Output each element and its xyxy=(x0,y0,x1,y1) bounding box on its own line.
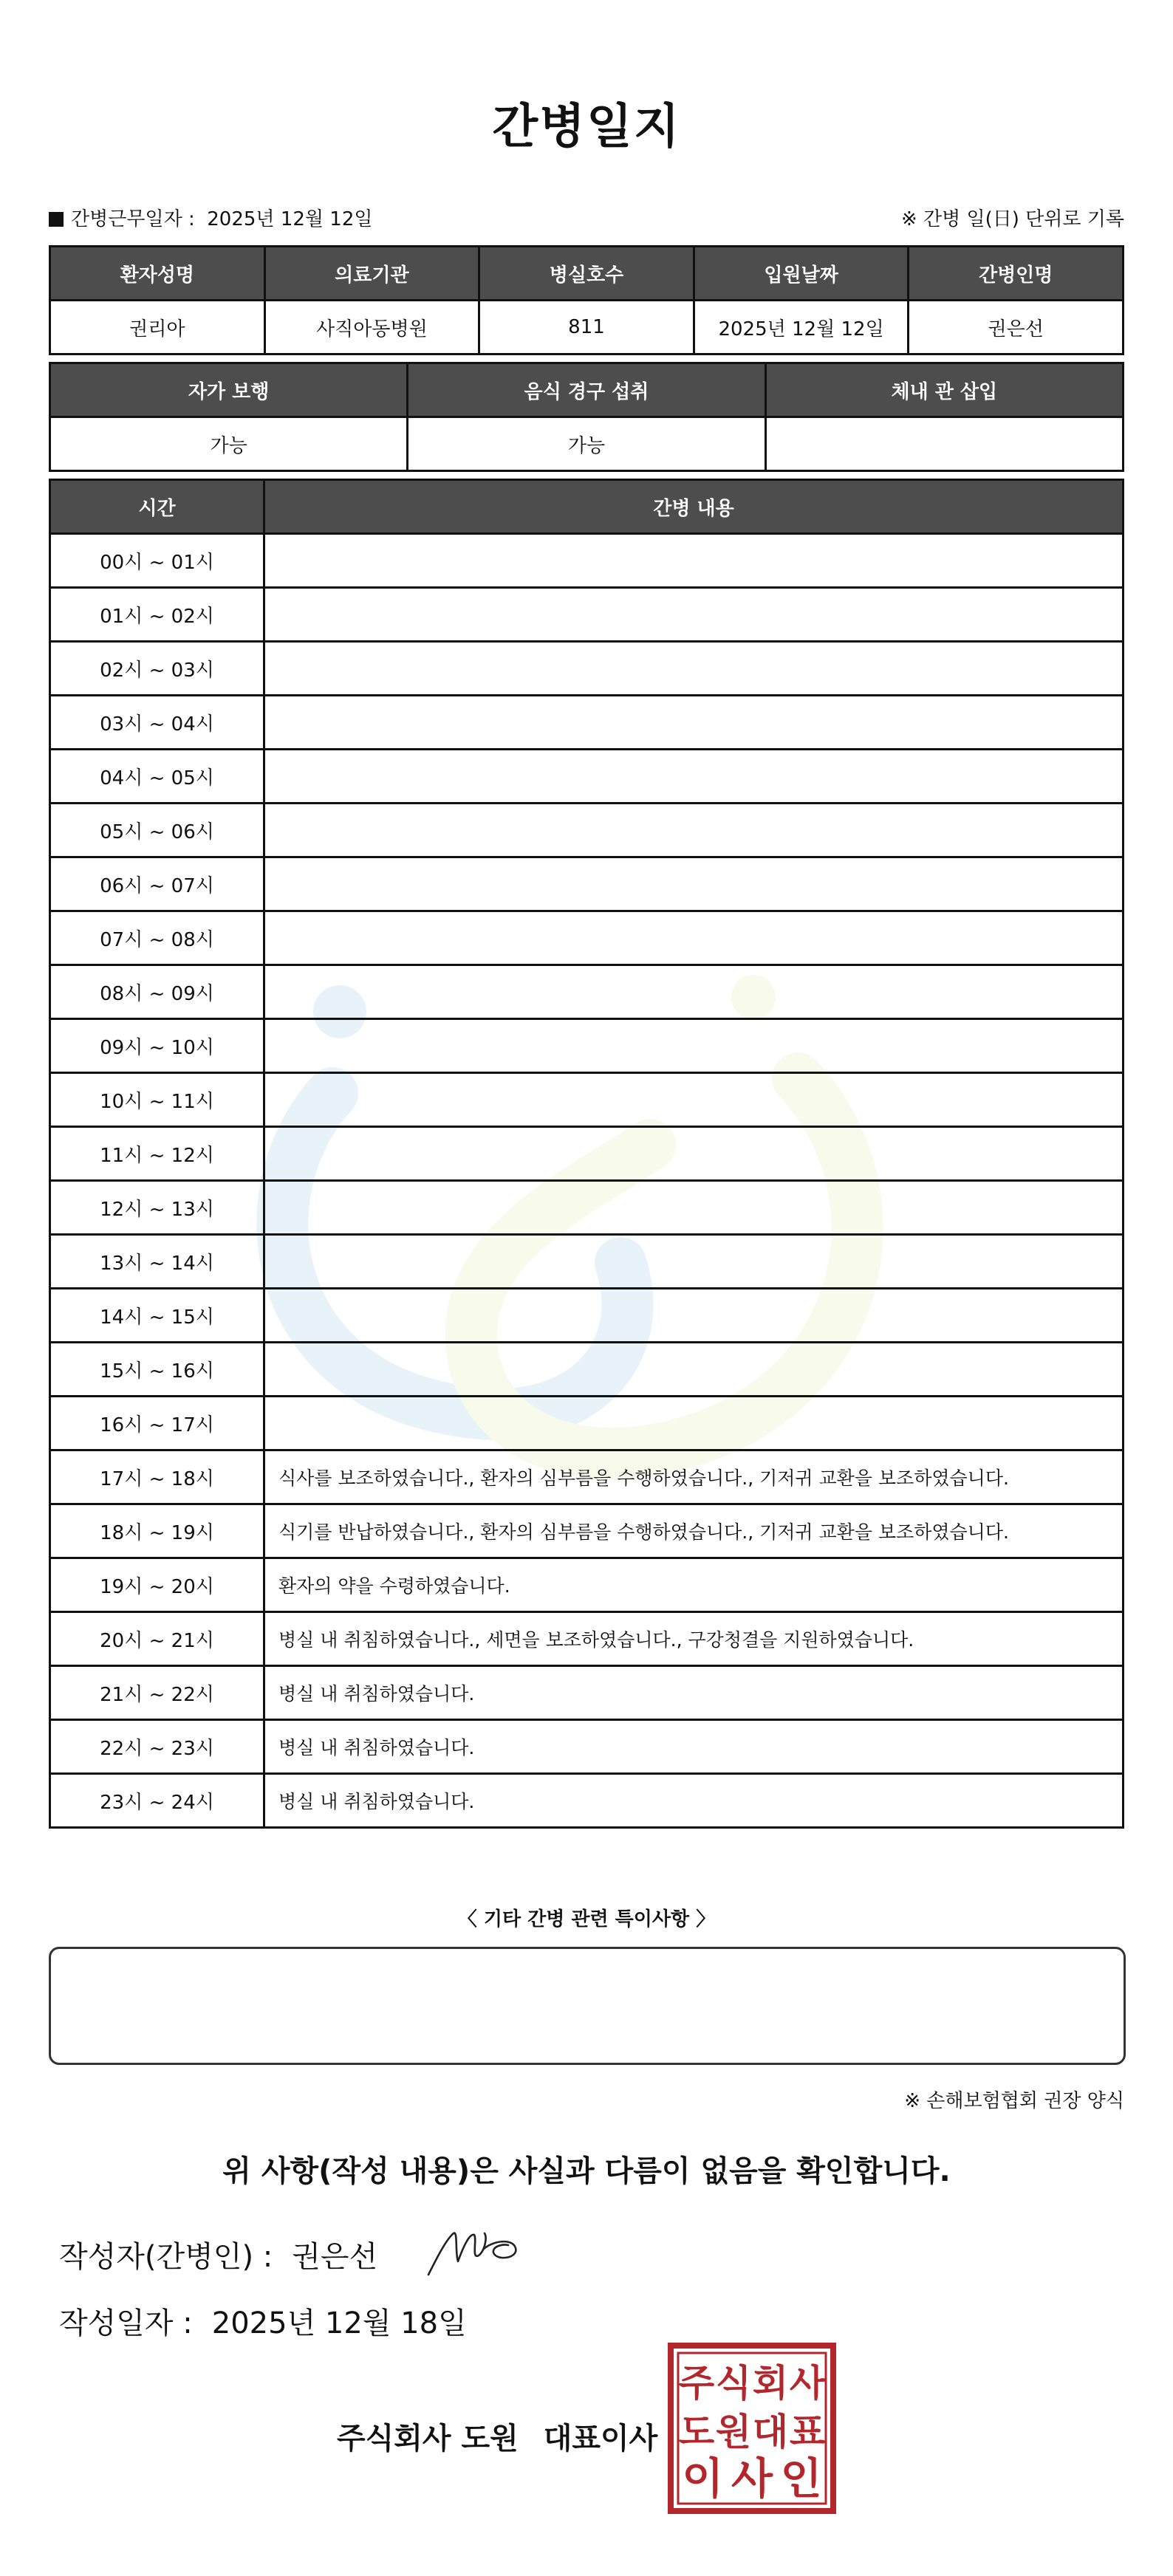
seal-character: 회 xyxy=(752,2362,789,2405)
room-number: 811 xyxy=(479,301,694,354)
care-log-content: 식사를 보조하였습니다., 환자의 심부름을 수행하였습니다., 기저귀 교환을 보조하였습니다. xyxy=(264,1450,1124,1504)
care-log-time: 14시 ~ 15시 xyxy=(50,1289,264,1343)
seal-character: 표 xyxy=(789,2411,826,2453)
special-notes-title: 〈 기타 간병 관련 특이사항 〉 xyxy=(457,1908,716,1931)
care-log-time: 21시 ~ 22시 xyxy=(50,1666,264,1720)
care-log-content xyxy=(264,1181,1124,1235)
seal-character: 도 xyxy=(678,2411,715,2453)
work-date-label: 간병근무일자 : xyxy=(71,208,195,230)
care-log-row xyxy=(50,642,1124,696)
header-room: 병실호수 xyxy=(479,247,694,301)
record-unit-note: ※ 간병 일(日) 단위로 기록 xyxy=(900,208,1124,230)
page-title: 간병일지 xyxy=(492,100,681,154)
care-log-row xyxy=(50,1720,1124,1774)
header-hospital: 의료기관 xyxy=(264,247,479,301)
care-log-content xyxy=(264,1289,1124,1343)
written-date-value: 2025년 12월 18일 xyxy=(211,2306,467,2340)
written-date-line xyxy=(59,2300,467,2342)
care-log-row xyxy=(50,588,1124,642)
care-log-row xyxy=(50,965,1124,1019)
care-log-content xyxy=(264,911,1124,965)
care-log-content xyxy=(264,804,1124,857)
care-log-content xyxy=(264,1343,1124,1397)
care-log-time: 18시 ~ 19시 xyxy=(50,1504,264,1558)
care-log-content: 병실 내 취침하였습니다. xyxy=(264,1774,1124,1828)
care-log-time: 10시 ~ 11시 xyxy=(50,1073,264,1127)
care-log-content: 식기를 반납하였습니다., 환자의 심부름을 수행하였습니다., 기저귀 교환을 보조하였습니다. xyxy=(264,1504,1124,1558)
header-caregiver: 간병인명 xyxy=(909,247,1124,301)
seal-character: 이 xyxy=(682,2453,724,2504)
square-bullet-icon xyxy=(49,212,64,227)
patient-info-value-row xyxy=(50,301,1124,354)
seal-character: 식 xyxy=(715,2362,752,2405)
company-line xyxy=(337,2415,657,2457)
hospital-name: 사직아동병원 xyxy=(264,301,479,354)
care-log-content xyxy=(264,534,1124,588)
care-log-row xyxy=(50,696,1124,750)
care-log-time: 13시 ~ 14시 xyxy=(50,1235,264,1289)
care-log-row xyxy=(50,1558,1124,1612)
header-oral-intake: 음식 경구 섭취 xyxy=(408,363,765,417)
writer-name: 권은선 xyxy=(292,2240,378,2274)
care-log-body xyxy=(50,534,1124,1828)
care-log-row xyxy=(50,1019,1124,1073)
seal-character: 주 xyxy=(678,2362,715,2405)
care-log-row xyxy=(50,1127,1124,1181)
care-log-content xyxy=(264,642,1124,696)
care-log-time: 09시 ~ 10시 xyxy=(50,1019,264,1073)
care-log-time: 08시 ~ 09시 xyxy=(50,965,264,1019)
care-log-time: 12시 ~ 13시 xyxy=(50,1181,264,1235)
header-admission-date: 입원날짜 xyxy=(694,247,909,301)
form-source-note: ※ 손해보험협회 권장 양식 xyxy=(904,2090,1124,2112)
seal-character: 인 xyxy=(780,2453,822,2504)
care-log-time: 06시 ~ 07시 xyxy=(50,857,264,911)
caregiver-name: 권은선 xyxy=(909,301,1124,354)
care-log-time: 17시 ~ 18시 xyxy=(50,1450,264,1504)
seal-character: 사 xyxy=(789,2362,826,2405)
care-log-time: 11시 ~ 12시 xyxy=(50,1127,264,1181)
care-log-content xyxy=(264,750,1124,804)
care-log-row xyxy=(50,1504,1124,1558)
care-log-time: 15시 ~ 16시 xyxy=(50,1343,264,1397)
care-log-header-row xyxy=(50,480,1124,534)
self-walking-value: 가능 xyxy=(50,417,408,471)
signature-icon xyxy=(425,2223,529,2281)
care-log-content xyxy=(264,857,1124,911)
hourly-care-log-table xyxy=(49,479,1124,1829)
care-log-time: 03시 ~ 04시 xyxy=(50,696,264,750)
care-log-time: 22시 ~ 23시 xyxy=(50,1720,264,1774)
patient-info-header-row xyxy=(50,247,1124,301)
care-log-content xyxy=(264,1073,1124,1127)
header-care-content: 간병 내용 xyxy=(264,480,1124,534)
care-log-content xyxy=(264,965,1124,1019)
care-log-row xyxy=(50,1073,1124,1127)
care-log-content: 환자의 약을 수령하였습니다. xyxy=(264,1558,1124,1612)
header-time: 시간 xyxy=(50,480,264,534)
seal-character: 원 xyxy=(715,2411,752,2453)
care-log-row xyxy=(50,1181,1124,1235)
care-log-row xyxy=(50,1612,1124,1666)
care-log-row xyxy=(50,1666,1124,1720)
care-log-content: 병실 내 취침하였습니다. xyxy=(264,1666,1124,1720)
care-log-time: 01시 ~ 02시 xyxy=(50,588,264,642)
special-notes-box xyxy=(49,1947,1126,2065)
patient-status-value-row xyxy=(50,417,1124,471)
patient-info-table xyxy=(49,245,1124,355)
care-log-row xyxy=(50,750,1124,804)
oral-intake-value: 가능 xyxy=(408,417,765,471)
care-log-time: 16시 ~ 17시 xyxy=(50,1397,264,1450)
admission-date: 2025년 12월 12일 xyxy=(694,301,909,354)
care-log-time: 02시 ~ 03시 xyxy=(50,642,264,696)
care-log-row xyxy=(50,1397,1124,1450)
care-log-time: 23시 ~ 24시 xyxy=(50,1774,264,1828)
written-date-label: 작성일자 : xyxy=(59,2306,193,2340)
care-log-row xyxy=(50,804,1124,857)
care-log-row xyxy=(50,1235,1124,1289)
ceo-title: 대표이사 xyxy=(543,2422,658,2456)
care-log-content xyxy=(264,1019,1124,1073)
care-log-content: 병실 내 취침하였습니다. xyxy=(264,1720,1124,1774)
care-log-content xyxy=(264,696,1124,750)
care-log-row xyxy=(50,534,1124,588)
confirmation-statement: 위 사항(작성 내용)은 사실과 다름이 없음을 확인합니다. xyxy=(222,2154,951,2188)
care-log-row xyxy=(50,1343,1124,1397)
header-patient-name: 환자성명 xyxy=(50,247,265,301)
company-seal-icon xyxy=(668,2343,836,2514)
care-log-content xyxy=(264,1127,1124,1181)
care-log-row xyxy=(50,1774,1124,1828)
care-log-time: 19시 ~ 20시 xyxy=(50,1558,264,1612)
care-log-row xyxy=(50,857,1124,911)
company-name: 주식회사 도원 xyxy=(337,2422,519,2456)
seal-character: 대 xyxy=(752,2411,789,2453)
header-tube-insertion: 체내 관 삽입 xyxy=(765,363,1123,417)
care-log-time: 07시 ~ 08시 xyxy=(50,911,264,965)
patient-status-header-row xyxy=(50,363,1124,417)
care-log-time: 04시 ~ 05시 xyxy=(50,750,264,804)
care-log-content xyxy=(264,588,1124,642)
care-log-content: 병실 내 취침하였습니다., 세면을 보조하였습니다., 구강청결을 지원하였습니다. xyxy=(264,1612,1124,1666)
care-log-time: 20시 ~ 21시 xyxy=(50,1612,264,1666)
care-log-content xyxy=(264,1235,1124,1289)
care-log-row xyxy=(50,911,1124,965)
header-self-walking: 자가 보행 xyxy=(50,363,408,417)
care-log-time: 05시 ~ 06시 xyxy=(50,804,264,857)
writer-line xyxy=(59,2233,377,2275)
care-log-content xyxy=(264,1397,1124,1450)
tube-insertion-value xyxy=(765,417,1123,471)
care-log-time: 00시 ~ 01시 xyxy=(50,534,264,588)
writer-label: 작성자(간병인) : xyxy=(59,2240,273,2274)
work-date-value: 2025년 12월 12일 xyxy=(207,208,373,230)
care-log-row xyxy=(50,1289,1124,1343)
care-log-row xyxy=(50,1450,1124,1504)
patient-status-table xyxy=(49,362,1124,472)
seal-character: 사 xyxy=(731,2453,773,2504)
work-date xyxy=(49,204,372,231)
patient-name: 권리아 xyxy=(50,301,265,354)
